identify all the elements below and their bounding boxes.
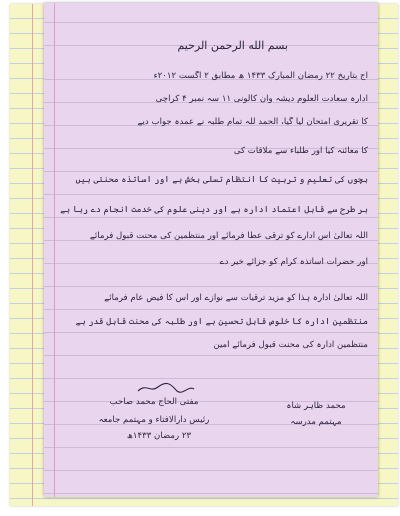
letter-line: ادارہ سعادت العلوم دیشہ وان کالونی ۱۱ سہ نمبر ۴ کراچی bbox=[155, 94, 368, 104]
letter-sheet bbox=[44, 3, 378, 497]
signature-left-name: مفتی الحاج محمد صاحب bbox=[109, 397, 199, 407]
notepad-margin-line bbox=[32, 4, 33, 506]
letter-line: کا معائنہ کیا اور طلباء سے ملاقات کی bbox=[233, 146, 368, 156]
letter-line: بچوں کی تعلیم و تربیت کا انتظام تسلی بخش ہے اور اساتذہ محنتی ہیں bbox=[75, 175, 368, 185]
letter-line: اور حضرات اساتذہ کرام کو جزائے خیر دے bbox=[219, 257, 368, 267]
letter-line: اللہ تعالیٰ اس ادارے کو ترقی عطا فرمائے اور منتظمین کی محنت قبول فرمائے bbox=[89, 231, 368, 241]
signature-right-title: مہتمم مدرسہ bbox=[290, 417, 342, 427]
letter-line: آج بتاریخ ۲۲ رمضان المبارک ۱۴۳۳ ھ مطابق ۲ اگست ۲۰۱۲ء bbox=[153, 71, 368, 81]
letter-line: ہر طرح سے قابل اعتماد ادارہ ہے اور دینی علوم کی خدمت انجام دے رہا ہے bbox=[60, 205, 368, 215]
letter-line: کا تقریری امتحان لیا گیا، الحمد للہ تمام طلبہ نے عمدہ جواب دیے bbox=[137, 117, 368, 127]
signature-scribble bbox=[136, 381, 196, 395]
letter-line: اللہ تعالیٰ ادارہ ہذا کو مزید ترقیات سے نوازے اور اس کا فیض عام فرمائے bbox=[104, 293, 368, 303]
signature-right-name: محمد ظاہر شاہ bbox=[286, 401, 346, 411]
basmala-heading: بسم الله الرحمن الرحیم bbox=[177, 39, 288, 52]
signature-left-date: ۲۳ رمضان ۱۴۳۳ھ bbox=[126, 431, 192, 441]
letter-line: منتظمین ادارہ کی محنت قبول فرمائے آمین bbox=[213, 340, 368, 350]
letter-line: منتظمین ادارہ کا خلوص قابل تحسین ہے اور طلبہ کی محنت قابل قدر ہے bbox=[75, 317, 368, 327]
signature-left-title: رئیس دارالافتاء و مہتمم جامعہ bbox=[98, 415, 210, 425]
